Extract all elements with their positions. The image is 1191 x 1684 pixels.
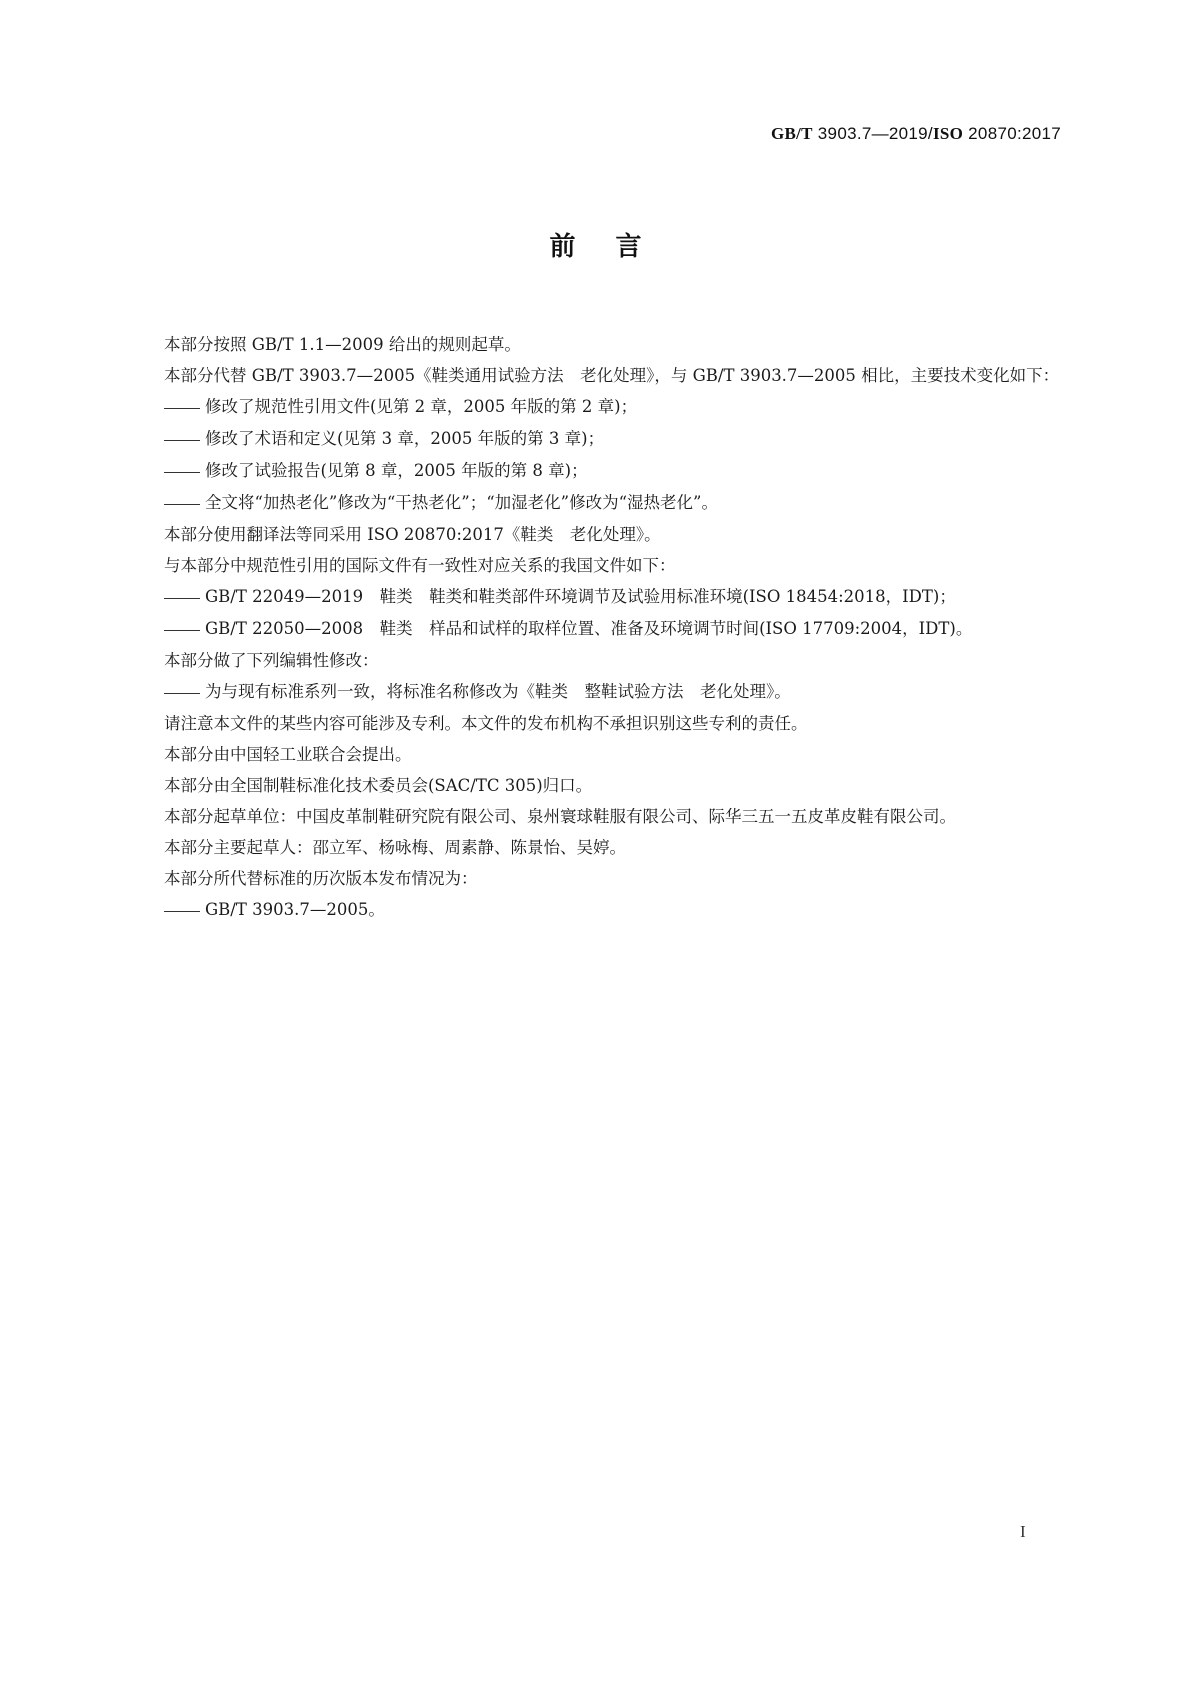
dash-bullet-icon bbox=[164, 456, 205, 487]
page-title: 前言 bbox=[549, 232, 682, 262]
standard-code-header bbox=[771, 124, 1061, 144]
paragraph: 本部分做了下列编辑性修改： bbox=[164, 651, 379, 670]
dash-bullet-icon bbox=[164, 582, 205, 613]
standard-code-suffix: 20870:2017 bbox=[963, 124, 1061, 143]
dash-bullet-icon bbox=[164, 677, 205, 708]
paragraph: 本部分使用翻译法等同采用 ISO 20870:2017《鞋类 老化处理》。 bbox=[164, 525, 661, 544]
list-item-text: GB/T 3903.7—2005。 bbox=[205, 900, 385, 919]
list-item bbox=[131, 455, 1063, 487]
standard-code-prefix: GB/T bbox=[770, 124, 813, 143]
paragraph: 请注意本文件的某些内容可能涉及专利。本文件的发布机构不承担识别这些专利的责任。 bbox=[164, 714, 808, 733]
paragraph: 本部分所代替标准的历次版本发布情况为： bbox=[164, 869, 478, 888]
paragraph: 与本部分中规范性引用的国际文件有一致性对应关系的我国文件如下： bbox=[164, 556, 676, 575]
list-item bbox=[131, 487, 1063, 519]
paragraph: 本部分按照 GB/T 1.1—2009 给出的规则起草。 bbox=[164, 335, 521, 354]
list-item-text: GB/T 22049—2019 鞋类 鞋类和鞋类部件环境调节及试验用标准环境(ISO 18454:2018，IDT)； bbox=[205, 587, 956, 606]
list-item bbox=[131, 676, 1063, 708]
paragraph: 本部分由中国轻工业联合会提出。 bbox=[164, 745, 412, 764]
paragraph: 本部分主要起草人：邵立军、杨咏梅、周素静、陈景怡、吴婷。 bbox=[164, 838, 626, 857]
list-item-text: 修改了术语和定义(见第 3 章，2005 年版的第 3 章)； bbox=[205, 429, 605, 448]
standard-code-iso: ISO bbox=[932, 124, 964, 143]
list-item-text: GB/T 22050—2008 鞋类 样品和试样的取样位置、准备及环境调节时间(ISO 17709:2004，IDT)。 bbox=[205, 619, 973, 638]
page-number: I bbox=[1020, 1522, 1026, 1541]
dash-bullet-icon bbox=[164, 392, 205, 423]
list-item-text: 修改了试验报告(见第 8 章，2005 年版的第 8 章)； bbox=[205, 461, 588, 480]
dash-bullet-icon bbox=[164, 424, 205, 455]
list-item bbox=[131, 581, 1063, 613]
list-item-text: 全文将“加热老化”修改为“干热老化”；“加湿老化”修改为“湿热老化”。 bbox=[205, 493, 718, 512]
list-item bbox=[131, 894, 1063, 926]
list-item-text: 为与现有标准系列一致，将标准名称修改为《鞋类 整鞋试验方法 老化处理》。 bbox=[205, 682, 791, 701]
dash-bullet-icon bbox=[164, 614, 205, 645]
list-item bbox=[131, 391, 1063, 423]
dash-bullet-icon bbox=[164, 488, 205, 519]
list-item bbox=[131, 423, 1063, 455]
foreword-body bbox=[131, 329, 1063, 926]
list-item bbox=[131, 613, 1063, 645]
standard-code-middle: 3903.7—2019/ bbox=[812, 124, 933, 143]
dash-bullet-icon bbox=[164, 895, 205, 926]
paragraph: 本部分由全国制鞋标准化技术委员会(SAC/TC 305)归口。 bbox=[164, 776, 593, 795]
paragraph: 本部分起草单位：中国皮革制鞋研究院有限公司、泉州寰球鞋服有限公司、际华三五一五皮革皮鞋有限公司。 bbox=[164, 807, 956, 826]
list-item-text: 修改了规范性引用文件(见第 2 章，2005 年版的第 2 章)； bbox=[205, 397, 638, 416]
paragraph: 本部分代替 GB/T 3903.7—2005《鞋类通用试验方法 老化处理》，与 GB/T 3903.7—2005 相比，主要技术变化如下： bbox=[164, 366, 1060, 385]
